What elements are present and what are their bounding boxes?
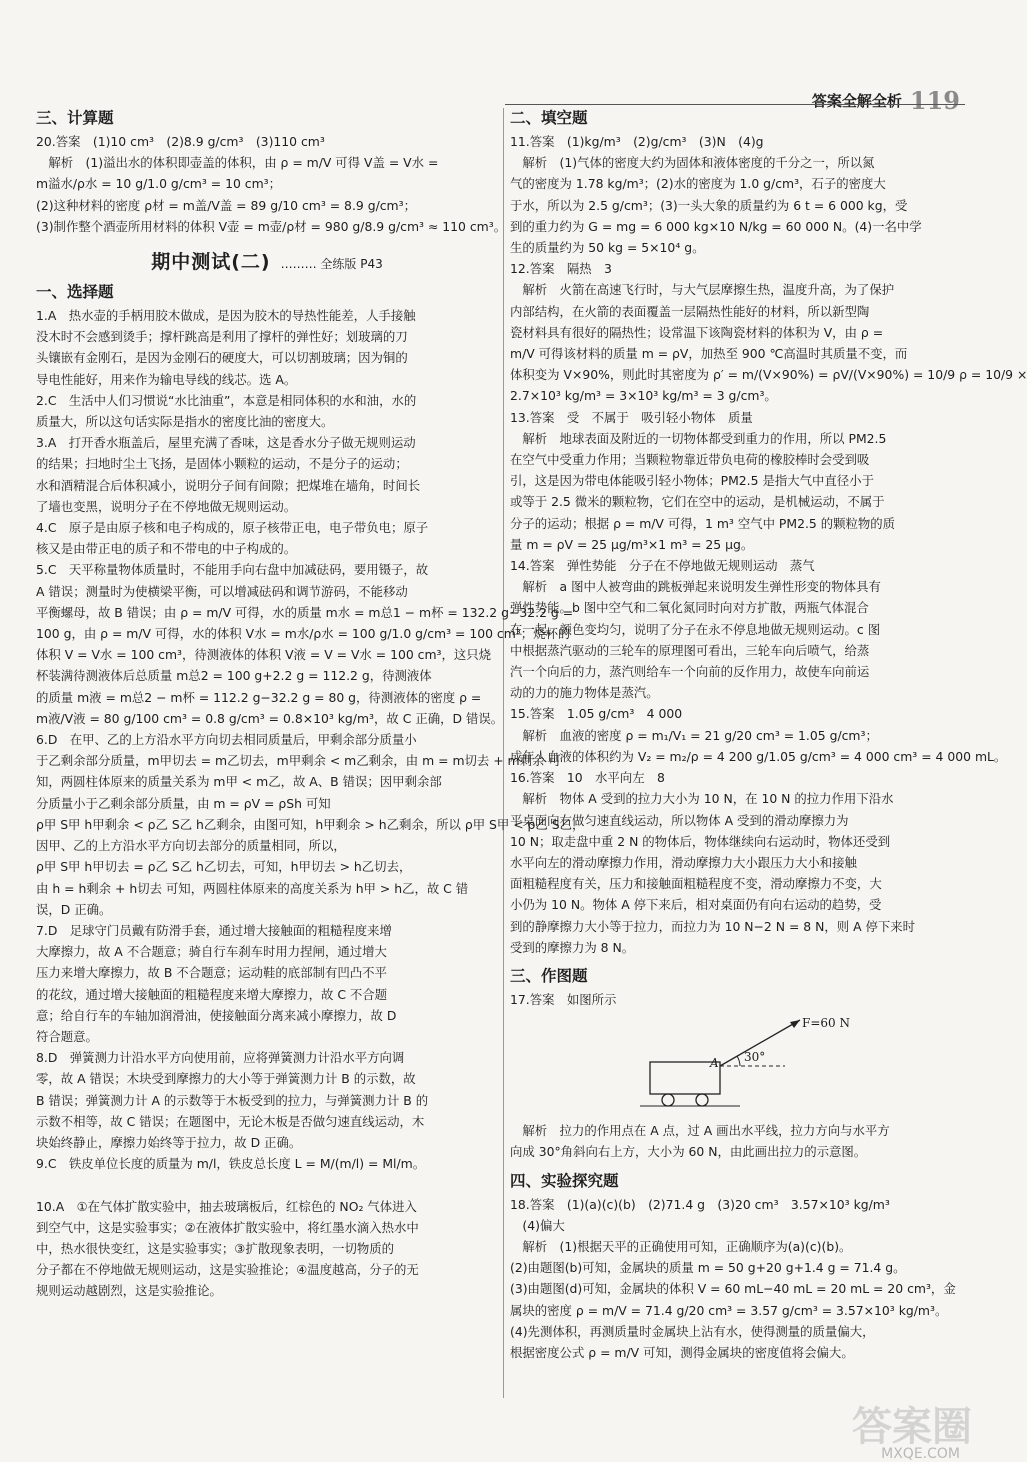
text-line: 因甲、乙的上方沿水平方向切去部分的质量相同，所以， (36, 838, 346, 854)
section-drawing: 三、作图题 (510, 966, 588, 985)
text-line: (2)这种材料的密度 ρ材 = m盖/V盖 = 89 g/10 cm³ = 8.9 g/cm³； (36, 197, 416, 213)
text-line: 解析 (1)根据天平的正确使用可知，正确顺序为(a)(c)(b)。 (510, 1238, 852, 1254)
text-line: 分子的运动；根据 ρ = m/V 可得，1 m³ 空气中 PM2.5 的颗粒物的质 (510, 515, 896, 531)
text-line: 根据密度公式 ρ = m/V 可知，测得金属块的密度值将会偏大。 (510, 1344, 854, 1360)
text-line: 知，两圆柱体原来的质量关系为 m甲 < m乙，故 A、B 错误；因甲剩余部 (36, 774, 442, 790)
text-line: 示数不相等，故 C 错误；在题图中，无论木板是否做匀速直线运动，木 (36, 1113, 425, 1129)
text-line: 15.答案 1.05 g/cm³ 4 000 (510, 706, 683, 722)
text-line: 5.C 天平称量物体质量时，不能用手向右盘中加减砝码，要用镊子，故 (36, 562, 429, 578)
watermark-logo: 答案圈 (852, 1404, 972, 1450)
text-line: 4.C 原子是由原子核和电子构成的，原子核带正电，电子带负电；原子 (36, 520, 429, 536)
text-line: 10 N；取走盘中重 2 N 的物体后，物体继续向右运动时，物体还受到 (510, 833, 891, 849)
text-line: (3)由题图(d)可知，金属块的体积 V = 60 mL−40 mL = 20 mL = 20 cm³，金 (510, 1281, 956, 1297)
text-line: 没木时不会感到烫手；撑杆跳高是利用了撑杆的弹性好；划玻璃的刀 (36, 329, 408, 345)
text-line: m液/V液 = 80 g/100 cm³ = 0.8 g/cm³ = 0.8×10³ kg/m³，故 C 正确，D 错误。 (36, 710, 504, 726)
text-line: 解析 血液的密度 ρ = m₁/V₁ = 21 g/20 cm³ = 1.05 g/cm³； (510, 727, 878, 743)
text-line: 内部结构，在火箭的表面覆盖一层隔热性能好的材料，所以新型陶 (510, 303, 870, 319)
force-label: F=60 N (802, 1016, 850, 1031)
text-line: 于水，所以为 2.5 g/cm³；(3)一头大象的质量约为 6 t = 6 000 kg，受 (510, 197, 908, 213)
point-label: A (710, 1056, 719, 1071)
text-line: 零，故 A 错误；木块受到摩擦力的大小等于弹簧测力计 B 的示数，故 (36, 1071, 416, 1087)
text-line: 到的静摩擦力大小等于拉力，而拉力为 10 N−2 N = 8 N，则 A 停下来时 (510, 918, 916, 934)
section-calculation: 三、计算题 (36, 109, 114, 127)
text-line: m溢水/ρ水 = 10 g/1.0 g/cm³ = 10 cm³； (36, 176, 282, 192)
text-line: 导电性能好，用来作为输电导线的线芯。选 A。 (36, 371, 297, 387)
q17-explanation (510, 1120, 962, 1162)
text-line: 压力来增大摩擦力，故 B 不合题意；运动鞋的底部制有凹凸不平 (36, 965, 387, 981)
text-line: 动的力的施力物体是蒸汽。 (510, 685, 659, 701)
text-line: 中根据蒸汽驱动的三轮车的原理图可看出，三轮车向后喷气，给蒸 (510, 642, 870, 658)
text-line: 解析 a 图中人被弯曲的跳板弹起来说明发生弹性形变的物体具有 (510, 579, 881, 595)
text-line: 平桌面向右做匀速直线运动，所以物体 A 受到的滑动摩擦力为 (510, 812, 849, 828)
text-line: 或等于 2.5 微米的颗粒物，它们在空中的运动，是机械运动，不属于 (510, 494, 885, 510)
right-column (510, 100, 1027, 1400)
text-line: 到空气中，这是实验事实；②在液体扩散实验中，将红墨水滴入热水中 (36, 1219, 419, 1235)
midterm-subtitle: ……… 全练版 P43 (280, 257, 383, 272)
fill-blank-answers (510, 131, 1027, 958)
text-line: 引，这是因为带电体能吸引轻小物体；PM2.5 是指大气中直径小于 (510, 473, 874, 489)
text-line: 小仍为 10 N。物体 A 停下来后，相对桌面仍有向右运动的趋势，受 (510, 897, 882, 913)
text-line: 在空气中受重力作用；当颗粒物靠近带负电荷的橡胶棒时会受到吸 (510, 452, 870, 468)
text-line: 解析 地球表面及附近的一切物体都受到重力的作用，所以 PM2.5 (510, 430, 887, 446)
text-line: 生的质量约为 50 kg = 5×10⁴ g。 (510, 240, 705, 256)
text-line: 向成 30°角斜向右上方，大小为 60 N，由此画出拉力的示意图。 (510, 1144, 867, 1160)
text-line: 意；给自行车的车轴加润滑油，使接触面分离来减小摩擦力，故 D (36, 1007, 397, 1023)
text-line: 2.7×10³ kg/m³ = 3×10³ kg/m³ = 3 g/cm³。 (510, 388, 777, 404)
text-line: 大摩擦力，故 A 不合题意；骑自行车刹车时用力捏闸，通过增大 (36, 944, 387, 960)
text-line: m/V 可得该材料的质量 m = ρV，加热至 900 ℃高温时其质量不变，而 (510, 346, 908, 362)
text-line: 于乙剩余部分质量，m甲切去 = m乙切去，m甲剩余 < m乙剩余，由 m = m切去 + m剩余 可 (36, 753, 561, 769)
text-line: 在一起，颜色变均匀，说明了分子在永不停息地做无规则运动。c 图 (510, 621, 881, 637)
text-line: 20.答案 (1)10 cm³ (2)8.9 g/cm³ (3)110 cm³ (36, 134, 325, 149)
text-line: 18.答案 (1)(a)(c)(b) (2)71.4 g (3)20 cm³ 3.57×10³ kg/m³ (510, 1196, 890, 1212)
text-line: 汽一个向后的力，蒸汽则给车一个向前的反作用力，故使车向前运 (510, 664, 870, 680)
text-line: 100 g，由 ρ = m/V 可得，水的体积 V水 = m水/ρ水 = 100 g/1.0 g/cm³ = 100 cm³；烧杯的 (36, 626, 571, 642)
text-line: 12.答案 隔热 3 (510, 261, 612, 277)
text-line: 分子都在不停地做无规则运动，这是实验推论；④温度越高，分子的无 (36, 1262, 419, 1278)
angle-label: 30° (744, 1050, 766, 1065)
text-line: 13.答案 受 不属于 吸引轻小物体 质量 (510, 409, 753, 425)
text-line: 瓷材料具有很好的隔热性；设常温下该陶瓷材料的体积为 V，由 ρ = (510, 324, 884, 340)
text-line: 2.C 生活中人们习惯说“水比油重”，本意是相同体积的水和油，水的 (36, 392, 417, 408)
q20-block (36, 131, 507, 237)
text-line: 体积变为 V×90%，则此时其密度为 ρ′ = m/(V×90%) = ρV/(V×90%) = 10/9 ρ = 10/9 × (510, 367, 1027, 383)
text-line: 14.答案 弹性势能 分子在不停地做无规则运动 蒸气 (510, 558, 815, 574)
text-line: B 错误；弹簧测力计 A 的示数等于木板受到的拉力，与弹簧测力计 B 的 (36, 1092, 429, 1108)
page-number: 119 (909, 86, 960, 115)
text-line: 中，热水很快变红，这是实验事实；③扩散现象表明，一切物质的 (36, 1240, 395, 1256)
text-line: (4)偏大 (510, 1217, 565, 1233)
text-line: 11.答案 (1)kg/m³ (2)g/cm³ (3)N (4)g (510, 134, 764, 149)
text-line: 了墙也变黑，说明分子在不停地做无规则运动。 (36, 498, 297, 514)
text-line: 面粗糙程度有关，压力和接触面粗糙程度不变，滑动摩擦力不变，大 (510, 876, 882, 892)
text-line: 质量大，所以这句话实际是指水的密度比油的密度大。 (36, 414, 334, 430)
text-line: 16.答案 10 水平向左 8 (510, 770, 665, 786)
text-line: 3.A 打开香水瓶盖后，屋里充满了香味，这是香水分子做无规则运动 (36, 435, 416, 451)
text-line: 气的密度为 1.78 kg/m³；(2)水的密度为 1.0 g/cm³，石子的密度大 (510, 176, 886, 192)
text-line: (4)先测体积，再测质量时金属块上沾有水，使得测量的质量偏大， (510, 1323, 875, 1339)
text-line: 误，D 正确。 (36, 901, 112, 917)
text-line: ρ甲 S甲 h甲切去 = ρ乙 S乙 h乙切去，可知，h甲切去 > h乙切去， (36, 859, 412, 875)
experiment-answers (510, 1194, 962, 1364)
text-line: A 错误；测量时为使横梁平衡，可以增减砝码和调节游码，不能移动 (36, 583, 408, 599)
section-choice: 一、选择题 (36, 283, 114, 302)
text-line: 块始终静止，摩擦力始终等于拉力，故 D 正确。 (36, 1134, 302, 1150)
text-line: 成年人血液的体积约为 V₂ = m₂/ρ = 4 200 g/1.05 g/cm³ = 4 000 cm³ = 4 000 mL。 (510, 748, 1007, 764)
text-line: 10.A ①在气体扩散实验中，抽去玻璃板后，红棕色的 NO₂ 气体进入 (36, 1198, 417, 1214)
text-line: 符合题意。 (36, 1028, 98, 1044)
text-line: 8.D 弹簧测力计沿水平方向使用前，应将弹簧测力计沿水平方向调 (36, 1050, 405, 1066)
cart-figure (610, 1016, 870, 1116)
text-line: (3)制作整个酒壶所用材料的体积 V壶 = m壶/ρ材 = 980 g/8.9 g/cm³ ≈ 110 cm³。 (36, 218, 507, 234)
text-line: 的质量 m液 = m总2 − m杯 = 112.2 g−32.2 g = 80 g，待测液体的密度 ρ = (36, 689, 482, 705)
midterm-title-text: 期中测试(二) (151, 251, 271, 274)
text-line: 的结果；扫地时尘土飞扬，是固体小颗粒的运动，不是分子的运动； (36, 456, 408, 472)
text-line: 由 h = h剩余 + h切去 可知，两圆柱体原来的高度关系为 h甲 > h乙，故 C 错 (36, 880, 469, 896)
text-line: 杯装满待测液体后总质量 m总2 = 100 g+2.2 g = 112.2 g，待测液体 (36, 668, 432, 684)
header-title: 答案全解全析 (811, 92, 902, 110)
text-line: 水和酒精混合后体积减小，说明分子间有间隙；把煤堆在墙角，时间长 (36, 477, 421, 493)
section-fill-blank: 二、填空题 (510, 109, 588, 127)
text-line: 解析 物体 A 受到的拉力大小为 10 N，在 10 N 的拉力作用下沿水 (510, 791, 894, 807)
text-line: 6.D 在甲、乙的上方沿水平方向切去相同质量后，甲剩余部分质量小 (36, 732, 417, 748)
text-line: 弹性势能。b 图中空气和二氧化氮同时向对方扩散，两瓶气体混合 (510, 600, 869, 616)
text-line: 7.D 足球守门员戴有防滑手套，通过增大接触面的粗糙程度来增 (36, 922, 392, 938)
text-line (36, 1174, 498, 1195)
text-line: (2)由题图(b)可知，金属块的质量 m = 50 g+20 g+1.4 g = 71.4 g。 (510, 1260, 906, 1276)
text-line: 的花纹，通过增大接触面的粗糙程度来增大摩擦力，故 C 不合题 (36, 986, 388, 1002)
text-line: 受到的摩擦力为 8 N。 (510, 939, 635, 955)
text-line: 体积 V = V水 = 100 cm³，待测液体的体积 V液 = V = V水 = 100 cm³，这只烧 (36, 647, 492, 663)
text-line: 规则运动越剧烈，这是实验推论。 (36, 1283, 222, 1299)
text-line: 解析 拉力的作用点在 A 点，过 A 画出水平线，拉力方向与水平方 (510, 1123, 890, 1139)
force-diagram (510, 1016, 962, 1116)
q17-answer: 17.答案 如图所示 (510, 991, 617, 1007)
section-experiment: 四、实验探究题 (510, 1171, 619, 1190)
text-line: 核又是由带正电的质子和不带电的中子构成的。 (36, 541, 297, 557)
text-line: 9.C 铁皮单位长度的质量为 m/l，铁皮总长度 L = M/(m/l) = Ml/m。 (36, 1156, 426, 1172)
text-line: 属块的密度 ρ = m/V = 71.4 g/20 cm³ = 3.57 g/cm³ = 3.57×10³ kg/m³。 (510, 1302, 948, 1318)
watermark-url: MXQE.COM (881, 1446, 960, 1462)
midterm-title (36, 247, 498, 274)
text-line: ρ甲 S甲 h甲剩余 < ρ乙 S乙 h乙剩余，由图可知，h甲剩余 > h乙剩余，所以 ρ甲 S甲 < ρ乙 S乙， (36, 816, 585, 832)
text-line: 解析 (1)溢出水的体积即壶盖的体积，由 ρ = m/V 可得 V盖 = V水 = (36, 155, 439, 171)
text-line: 到的重力约为 G = mg = 6 000 kg×10 N/kg = 60 000 N。(4)一名中学 (510, 218, 922, 234)
text-line: 量 m = ρV = 25 μg/m³×1 m³ = 25 μg。 (510, 536, 754, 552)
text-line: 解析 火箭在高速飞行时，与大气层摩擦生热，温度升高，为了保护 (510, 282, 895, 298)
text-line: 平衡螺母，故 B 错误；由 ρ = m/V 可得，水的质量 m水 = m总1 − m杯 = 132.2 g−32.2 g = (36, 604, 574, 620)
text-line: 分质量小于乙剩余部分质量，由 m = ρV = ρSh 可知 (36, 795, 331, 811)
text-line: 1.A 热水壶的手柄用胶木做成，是因为胶木的导热性能差，人手接触 (36, 308, 416, 324)
text-line: 解析 (1)气体的密度大约为固体和液体密度的千分之一，所以氮 (510, 155, 875, 171)
text-line: 头镶嵌有金刚石，是因为金刚石的硬度大，可以切割玻璃；因为铜的 (36, 350, 408, 366)
text-line: 水平向左的滑动摩擦力作用，滑动摩擦力大小跟压力大小和接触 (510, 854, 857, 870)
